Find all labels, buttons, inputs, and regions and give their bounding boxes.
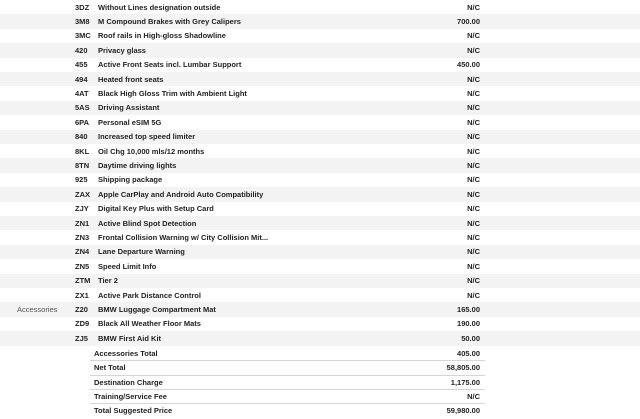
option-price: N/C: [467, 45, 480, 55]
option-price: N/C: [467, 2, 480, 12]
option-description: Speed Limit Info: [98, 261, 157, 271]
accessory-row: [0, 331, 640, 345]
option-code: ZN4: [75, 247, 90, 257]
option-code: 494: [75, 74, 88, 84]
option-row: [0, 274, 640, 288]
option-row: [0, 86, 640, 100]
option-price: N/C: [467, 175, 480, 185]
option-description: Active Park Distance Control: [98, 290, 201, 300]
option-row: [0, 115, 640, 129]
accessory-price: 190.00: [457, 319, 480, 329]
option-row: [0, 158, 640, 172]
option-price: N/C: [467, 290, 480, 300]
option-price: N/C: [467, 117, 480, 127]
option-code: 3M8: [75, 17, 90, 27]
option-description: Personal eSIM 5G: [98, 117, 162, 127]
option-code: 3MC: [75, 31, 91, 41]
option-code: ZN5: [75, 261, 90, 271]
option-price: N/C: [467, 247, 480, 257]
total-row: [0, 346, 640, 360]
option-code: 8TN: [75, 161, 90, 171]
destination-charge-label: Destination Charge: [94, 377, 163, 387]
option-price: N/C: [467, 161, 480, 171]
total-row: [0, 375, 640, 389]
training-service-fee-value: N/C: [467, 392, 480, 402]
option-row: [0, 101, 640, 115]
option-code: ZTM: [75, 276, 91, 286]
option-code: 925: [75, 175, 88, 185]
accessory-description: BMW Luggage Compartment Mat: [98, 305, 216, 315]
option-description: Oil Chg 10,000 mls/12 months: [98, 146, 205, 156]
option-description: Apple CarPlay and Android Auto Compatibility: [98, 189, 264, 199]
option-description: Frontal Collision Warning w/ City Collision Mit...: [98, 233, 269, 243]
training-service-fee-label: Training/Service Fee: [94, 392, 167, 402]
accessory-row: [0, 317, 640, 331]
option-price: 450.00: [457, 60, 480, 70]
option-description: Daytime driving lights: [98, 161, 177, 171]
option-row: [0, 259, 640, 273]
option-row: [0, 288, 640, 302]
total-row: [0, 404, 640, 418]
option-price: 700.00: [457, 17, 480, 27]
destination-charge-value: 1,175.00: [450, 377, 480, 387]
option-price: N/C: [467, 74, 480, 84]
option-code: ZAX: [75, 189, 90, 199]
option-code: ZN1: [75, 218, 90, 228]
option-code: 4AT: [75, 89, 89, 99]
option-row: [0, 0, 640, 14]
accessories-section-label: Accessories: [17, 305, 58, 315]
option-row: [0, 144, 640, 158]
option-price: N/C: [467, 218, 480, 228]
option-code: 5AS: [75, 103, 90, 113]
option-description: Active Blind Spot Detection: [98, 218, 197, 228]
accessory-code: Z20: [75, 305, 88, 315]
total-suggested-price-label: Total Suggested Price: [94, 406, 173, 416]
accessories-total-value: 405.00: [457, 348, 480, 358]
option-description: M Compound Brakes with Grey Calipers: [98, 17, 241, 27]
accessory-code: ZD9: [75, 319, 90, 329]
option-description: Roof rails in High-gloss Shadowline: [98, 31, 226, 41]
option-description: Digital Key Plus with Setup Card: [98, 204, 214, 214]
option-row: [0, 230, 640, 244]
option-row: [0, 14, 640, 28]
option-row: [0, 202, 640, 216]
option-description: Black High Gloss Trim with Ambient Light: [98, 89, 247, 99]
accessories-total-label: Accessories Total: [94, 348, 158, 358]
option-code: 8KL: [75, 146, 90, 156]
accessory-row: [0, 302, 640, 316]
option-code: 420: [75, 45, 88, 55]
option-price: N/C: [467, 204, 480, 214]
option-price: N/C: [467, 146, 480, 156]
option-description: Heated front seats: [98, 74, 164, 84]
option-description: Tier 2: [98, 276, 118, 286]
option-description: Without Lines designation outside: [98, 2, 221, 12]
option-row: [0, 187, 640, 201]
option-code: ZJY: [75, 204, 89, 214]
option-row: [0, 43, 640, 57]
accessory-code: ZJ5: [75, 333, 88, 343]
option-code: 6PA: [75, 117, 90, 127]
option-price: N/C: [467, 261, 480, 271]
option-description: Increased top speed limiter: [98, 132, 196, 142]
option-description: Driving Assistant: [98, 103, 160, 113]
option-code: ZN3: [75, 233, 90, 243]
accessory-description: BMW First Aid Kit: [98, 333, 162, 343]
option-row: [0, 58, 640, 72]
option-code: 3DZ: [75, 2, 90, 12]
option-code: 840: [75, 132, 88, 142]
option-row: [0, 216, 640, 230]
accessory-price: 165.00: [457, 305, 480, 315]
net-total-value: 58,805.00: [446, 363, 480, 373]
option-price: N/C: [467, 89, 480, 99]
option-price: N/C: [467, 31, 480, 41]
option-row: [0, 245, 640, 259]
option-row: [0, 29, 640, 43]
option-row: [0, 130, 640, 144]
option-code: ZX1: [75, 290, 89, 300]
option-code: 455: [75, 60, 88, 70]
net-total-label: Net Total: [94, 363, 126, 373]
option-price: N/C: [467, 189, 480, 199]
accessory-description: Black All Weather Floor Mats: [98, 319, 201, 329]
accessory-price: 50.00: [461, 333, 480, 343]
option-price: N/C: [467, 276, 480, 286]
option-row: [0, 173, 640, 187]
total-row: [0, 361, 640, 375]
total-suggested-price-value: 59,980.00: [446, 406, 480, 416]
option-description: Shipping package: [98, 175, 163, 185]
option-price: N/C: [467, 233, 480, 243]
option-description: Privacy glass: [98, 45, 146, 55]
option-description: Lane Departure Warning: [98, 247, 185, 257]
total-row: [0, 389, 640, 403]
option-row: [0, 72, 640, 86]
option-price: N/C: [467, 103, 480, 113]
option-price: N/C: [467, 132, 480, 142]
option-description: Active Front Seats incl. Lumbar Support: [98, 60, 242, 70]
